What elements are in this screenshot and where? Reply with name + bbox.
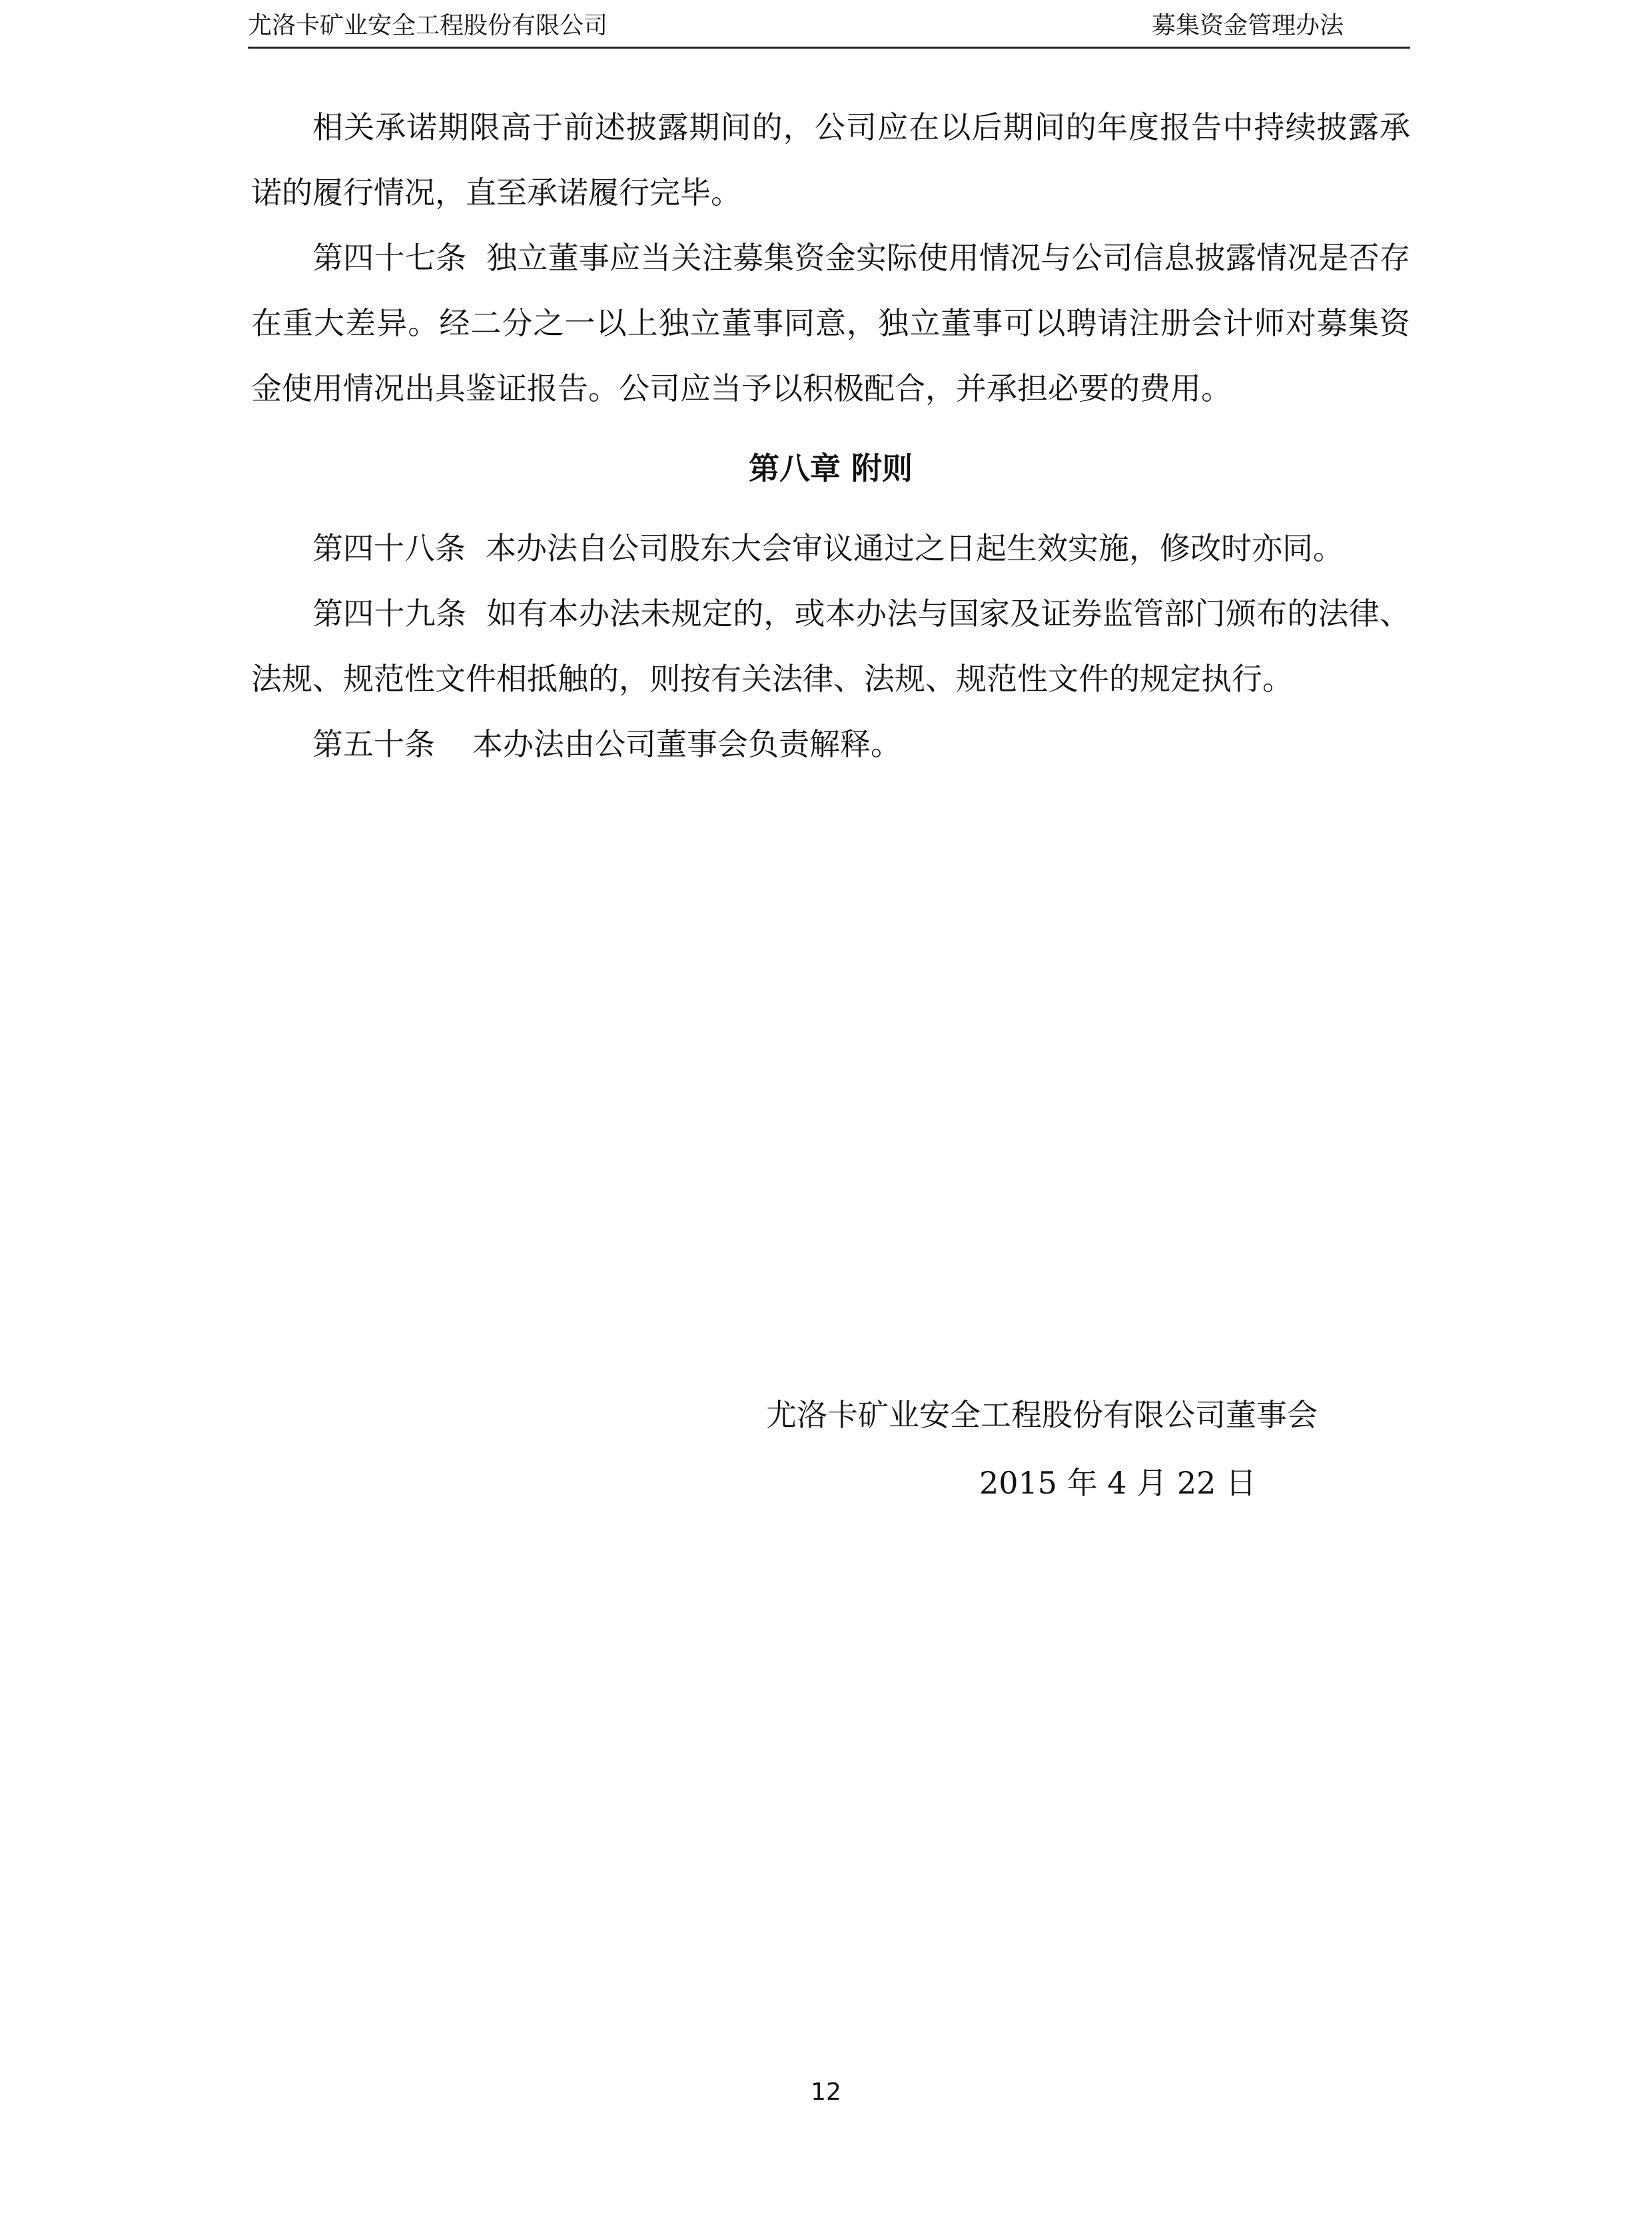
- article-49-text: 如有本办法未规定的，或本办法与国家及证券监管部门颁布的法律、法规、规范性文件相抵触的，则按有关法律、法规、规范性文件的规定执行。: [251, 596, 1411, 697]
- article-47-text: 独立董事应当关注募集资金实际使用情况与公司信息披露情况是否存在重大差异。经二分之一以上独立董事同意，独立董事可以聘请注册会计师对募集资金使用情况出具鉴证报告。公司应当予以积极配合，并承担必要的费用。: [251, 240, 1411, 406]
- article-48-text: 本办法自公司股东大会审议通过之日起生效实施，修改时亦同。: [486, 530, 1344, 566]
- header-document-title: 募集资金管理办法: [1151, 12, 1344, 39]
- article-48: [251, 516, 1410, 581]
- article-49: [251, 581, 1410, 711]
- signature-date: 2015 年 4 月 22 日: [979, 1465, 1256, 1501]
- article-49-number: 第四十九条: [312, 596, 467, 632]
- header-company-name: 尤洛卡矿业安全工程股份有限公司: [248, 12, 608, 39]
- article-50-text: 本办法由公司董事会负责解释。: [472, 726, 901, 762]
- page-header: [248, 0, 1410, 49]
- article-48-number: 第四十八条: [312, 530, 466, 566]
- article-50: [251, 711, 1410, 777]
- article-47: [251, 225, 1410, 421]
- chapter-heading: 第八章 附则: [748, 450, 913, 486]
- document-body: [251, 95, 1410, 777]
- paragraph-commitment-disclosure: 相关承诺期限高于前述披露期间的，公司应在以后期间的年度报告中持续披露承诺的履行情况，直至承诺履行完毕。: [251, 109, 1410, 211]
- page-number: 12: [811, 2078, 841, 2106]
- signature-organization: 尤洛卡矿业安全工程股份有限公司董事会: [766, 1397, 1318, 1433]
- article-47-number: 第四十七条: [312, 240, 467, 276]
- article-50-number: 第五十条: [312, 726, 435, 762]
